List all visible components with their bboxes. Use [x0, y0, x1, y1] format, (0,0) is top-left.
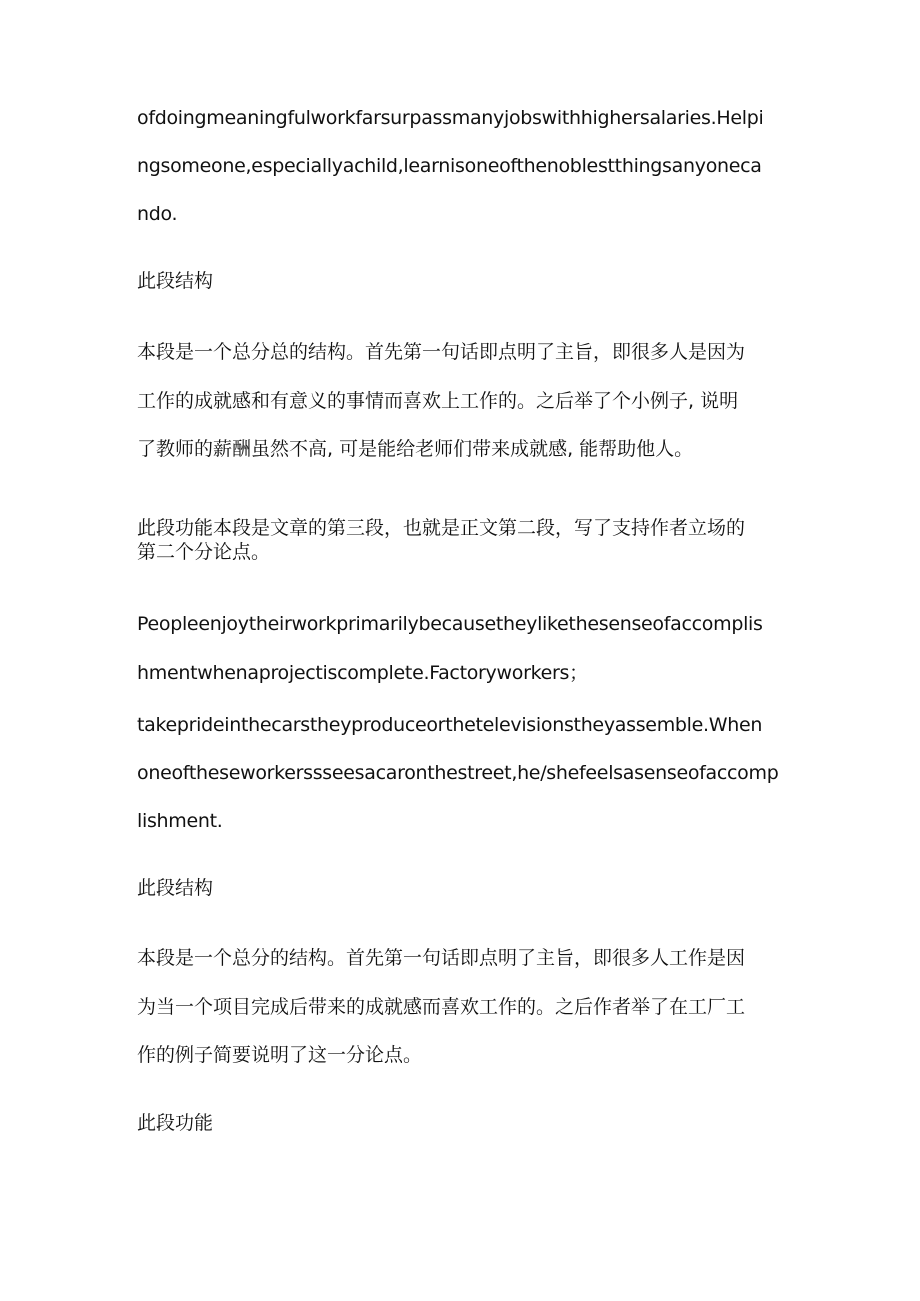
paragraph-1-line-2: ngsomeone,especiallyachild,learnisoneofthenoblestthingsanyoneca — [137, 155, 762, 177]
section-heading-structure-1: 此段结构 — [137, 270, 214, 292]
paragraph-4-line-2: hmentwhenaprojectiscomplete.Factoryworkers； — [137, 662, 588, 684]
paragraph-5-line-3: 作的例子简要说明了这一分论点。 — [137, 1044, 423, 1066]
paragraph-3-line-1: 此段功能本段是文章的第三段，也就是正文第二段，写了支持作者立场的 — [137, 517, 746, 539]
paragraph-5-line-1: 本段是一个总分的结构。首先第一句话即点明了主旨，即很多人工作是因 — [137, 947, 746, 969]
paragraph-1-line-1: ofdoingmeaningfulworkfarsurpassmanyjobswithhighersalaries.Helpi — [137, 107, 764, 129]
section-heading-structure-2: 此段结构 — [137, 877, 214, 899]
paragraph-4-line-4: oneoftheseworkerssseesacaronthestreet,he/shefeelsasenseofaccomp — [137, 762, 779, 784]
paragraph-2-line-2: 工作的成就感和有意义的事情而喜欢上工作的。之后举了个小例子, 说明 — [137, 390, 739, 412]
paragraph-4-line-3: takeprideinthecarstheyproduceorthetelevisionstheyassemble.When — [137, 714, 763, 736]
paragraph-4-line-1: Peopleenjoytheirworkprimarilybecausetheylikethesenseofaccomplis — [137, 613, 763, 635]
paragraph-2-line-1: 本段是一个总分总的结构。首先第一句话即点明了主旨，即很多人是因为 — [137, 341, 746, 363]
paragraph-4-line-5: lishment. — [137, 810, 223, 832]
paragraph-5-line-2: 为当一个项目完成后带来的成就感而喜欢工作的。之后作者举了在工厂工 — [137, 996, 746, 1018]
section-heading-function: 此段功能 — [137, 1112, 214, 1134]
paragraph-2-line-3: 了教师的薪酬虽然不高, 可是能给老师们带来成就感, 能帮助他人。 — [137, 438, 694, 460]
paragraph-1-line-3: ndo. — [137, 203, 178, 225]
paragraph-3-line-2: 第二个分论点。 — [137, 541, 271, 563]
